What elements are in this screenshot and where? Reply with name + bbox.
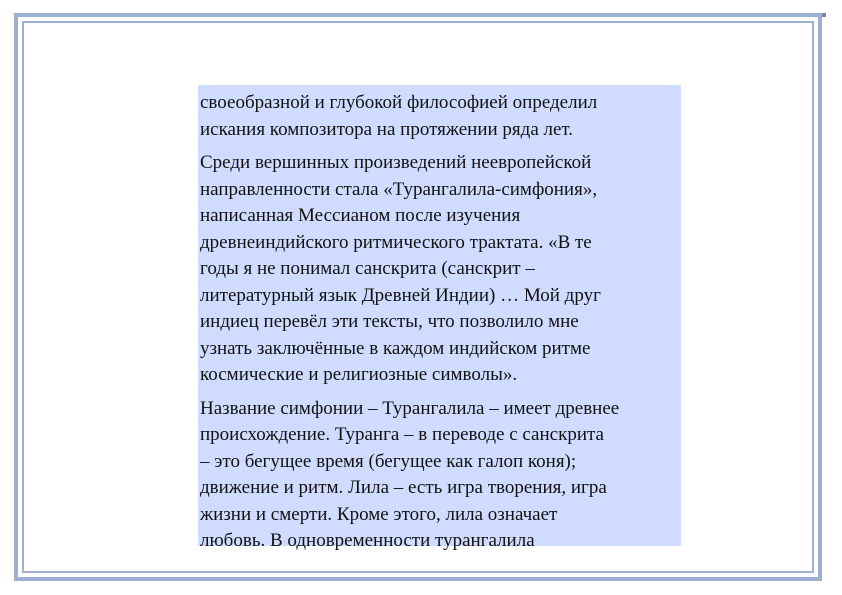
text-block [198,85,681,551]
text-line: индиец перевёл эти тексты, что позволило мне [200,311,579,332]
text-line: узнать заключённые в каждом индийском ритме [200,337,591,359]
paragraph-1 [200,90,679,143]
text-line: происхождение. Туранга – в переводе с санскрита [200,424,604,445]
text-line: годы я не понимал санскрита (санскрит – [200,258,535,279]
text-line: направленности стала «Турангалила-симфония», [200,178,598,200]
text-line: Название симфонии – Турангалила – имеет древнее [200,397,620,419]
frame-corner-top-right [822,13,826,17]
text-line: своеобразной и глубокой философией определил [200,92,598,113]
paragraph-3 [200,396,679,555]
text-line: литературный язык Древней Индии) … Мой друг [200,284,601,306]
text-line: искания композитора на протяжении ряда лет. [200,118,574,140]
text-line: жизни и смерти. Кроме этого, лила означает [200,503,558,525]
text-line: любовь. В одновременности турангалила [200,530,535,551]
text-line: древнеиндийского ритмического трактата. «В те [200,231,592,253]
text-line: написанная Мессианом после изучения [200,205,521,226]
text-line: Среди вершинных произведений неевропейской [200,152,592,173]
text-line: космические и религиозные символы». [200,364,518,385]
text-line: – это бегущее время (бегущее как галоп коня); [200,450,577,472]
paragraph-2 [200,150,679,389]
text-line: движение и ритм. Лила – есть игра творения, игра [200,477,607,498]
